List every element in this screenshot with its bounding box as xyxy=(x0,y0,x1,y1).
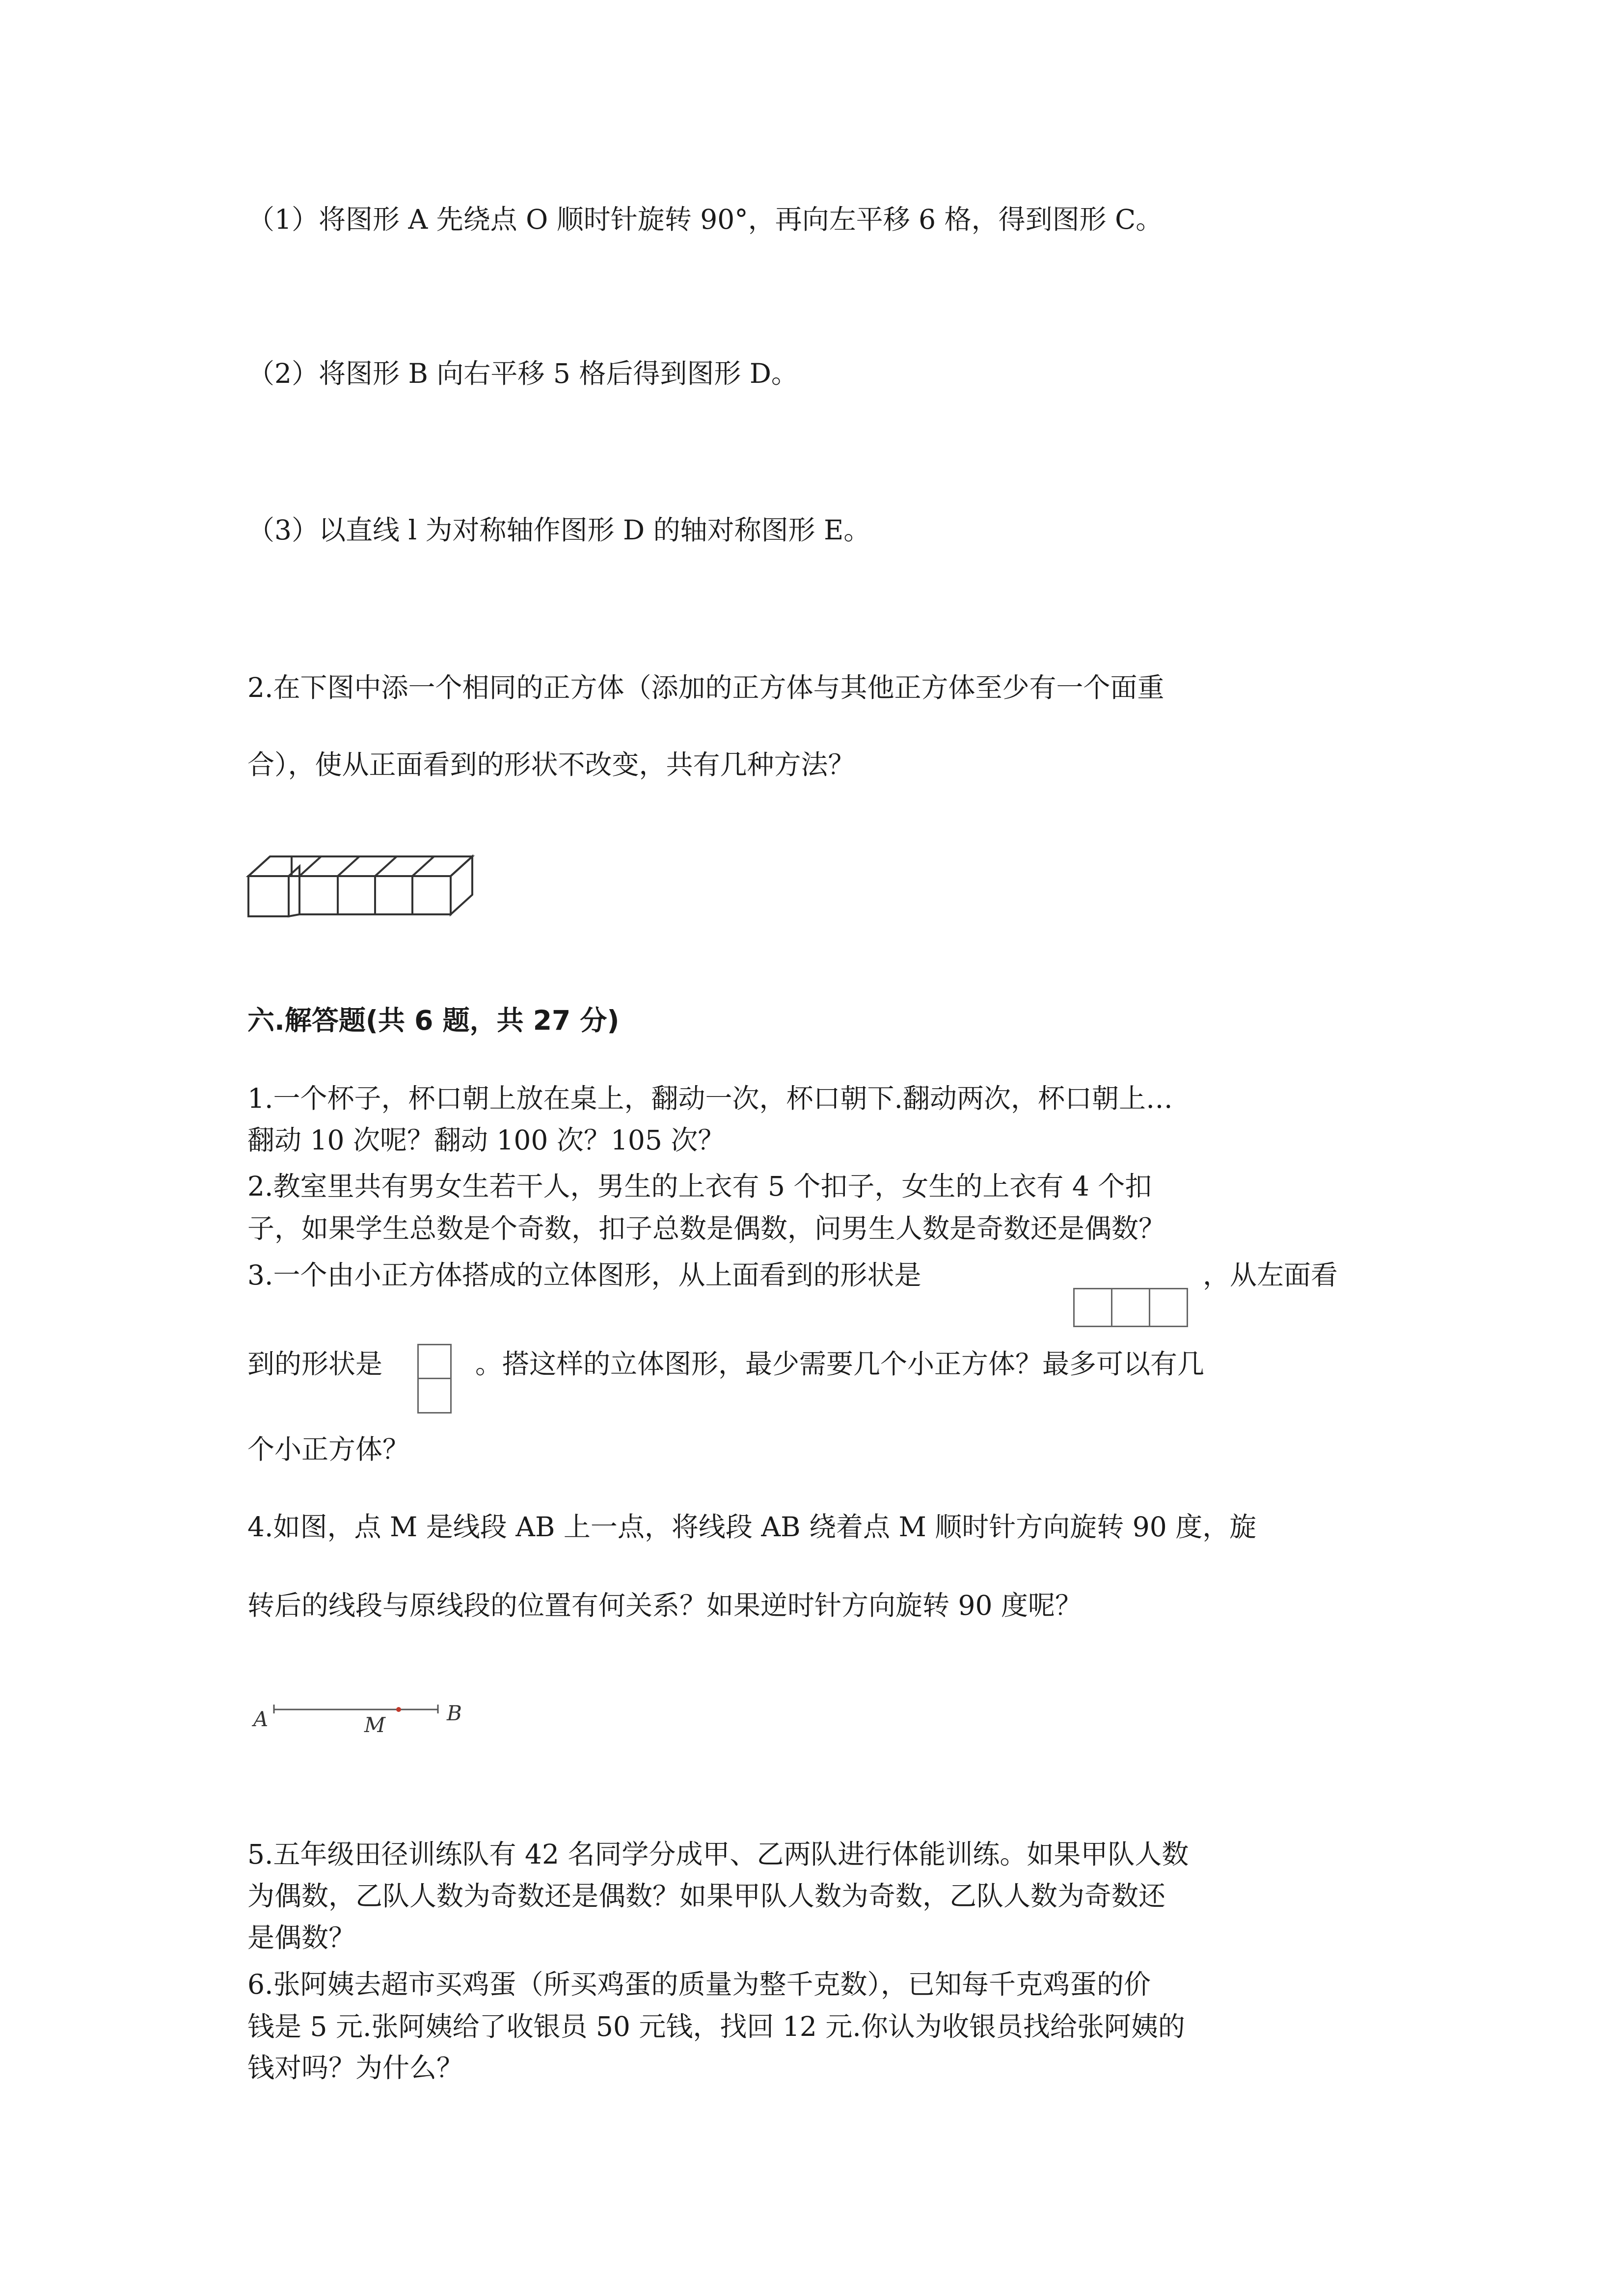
segment-ab-figure xyxy=(250,1696,476,1740)
p6-q5-line2: 为偶数，乙队人数为奇数还是偶数？如果甲队人数为奇数，乙队人数为奇数还 xyxy=(247,1880,1166,1912)
label-m: M xyxy=(364,1713,386,1737)
p6-q2-line2: 子，如果学生总数是个奇数，扣子总数是偶数，问男生人数是奇数还是偶数？ xyxy=(247,1213,1166,1244)
p6-q6-line2: 钱是 5 元.张阿姨给了收银员 50 元钱，找回 12 元.你认为收银员找给张阿姨的 xyxy=(247,2011,1185,2042)
p6-q6-line1: 6.张阿姨去超市买鸡蛋（所买鸡蛋的质量为整千克数），已知每千克鸡蛋的价 xyxy=(247,1969,1151,2000)
p6-q3-line1b: ，从左面看 xyxy=(1203,1259,1338,1291)
label-b: B xyxy=(447,1701,462,1725)
left-view-figure xyxy=(417,1344,452,1414)
p6-q3-line2b: 。搭这样的立体图形，最少需要几个小正方体？最多可以有几 xyxy=(475,1348,1205,1380)
p6-q2-line1: 2.教室里共有男女生若干人，男生的上衣有 5 个扣子，女生的上衣有 4 个扣 xyxy=(247,1171,1152,1202)
p6-q3-line1a: 3.一个由小正方体搭成的立体图形，从上面看到的形状是 xyxy=(247,1259,921,1291)
q2-text-line2: 合），使从正面看到的形状不改变，共有几种方法？ xyxy=(247,749,855,780)
q2-text-line1: 2.在下图中添一个相同的正方体（添加的正方体与其他正方体至少有一个面重 xyxy=(247,672,1164,703)
label-a: A xyxy=(253,1707,269,1731)
p6-q4-line2: 转后的线段与原线段的位置有何关系？如果逆时针方向旋转 90 度呢？ xyxy=(247,1590,1082,1621)
p6-q1-line1: 1.一个杯子，杯口朝上放在桌上，翻动一次，杯口朝下.翻动两次，杯口朝上… xyxy=(247,1083,1173,1114)
q1-sub1-text: （1）将图形 A 先绕点 O 顺时针旋转 90°，再向左平移 6 格，得到图形 C。 xyxy=(247,204,1163,235)
p6-q3-line2a: 到的形状是 xyxy=(247,1348,383,1380)
cube-row-figure xyxy=(245,852,476,920)
p6-q5-line1: 5.五年级田径训练队有 42 名同学分成甲、乙两队进行体能训练。如果甲队人数 xyxy=(247,1839,1189,1870)
p6-q4-line1: 4.如图，点 M 是线段 AB 上一点，将线段 AB 绕着点 M 顺时针方向旋转 90 度，旋 xyxy=(247,1511,1257,1543)
q1-sub3-text: （3）以直线 l 为对称轴作图形 D 的轴对称图形 E。 xyxy=(247,514,871,546)
part6-heading: 六.解答题(共 6 题，共 27 分) xyxy=(247,1005,620,1036)
p6-q6-line3: 钱对吗？为什么？ xyxy=(247,2052,464,2083)
p6-q5-line3: 是偶数？ xyxy=(247,1922,356,1953)
top-view-figure xyxy=(1073,1288,1188,1327)
p6-q3-line3: 个小正方体？ xyxy=(247,1434,410,1465)
q1-sub2-text: （2）将图形 B 向右平移 5 格后得到图形 D。 xyxy=(247,358,798,389)
p6-q1-line2: 翻动 10 次呢？翻动 100 次？105 次？ xyxy=(247,1124,725,1156)
